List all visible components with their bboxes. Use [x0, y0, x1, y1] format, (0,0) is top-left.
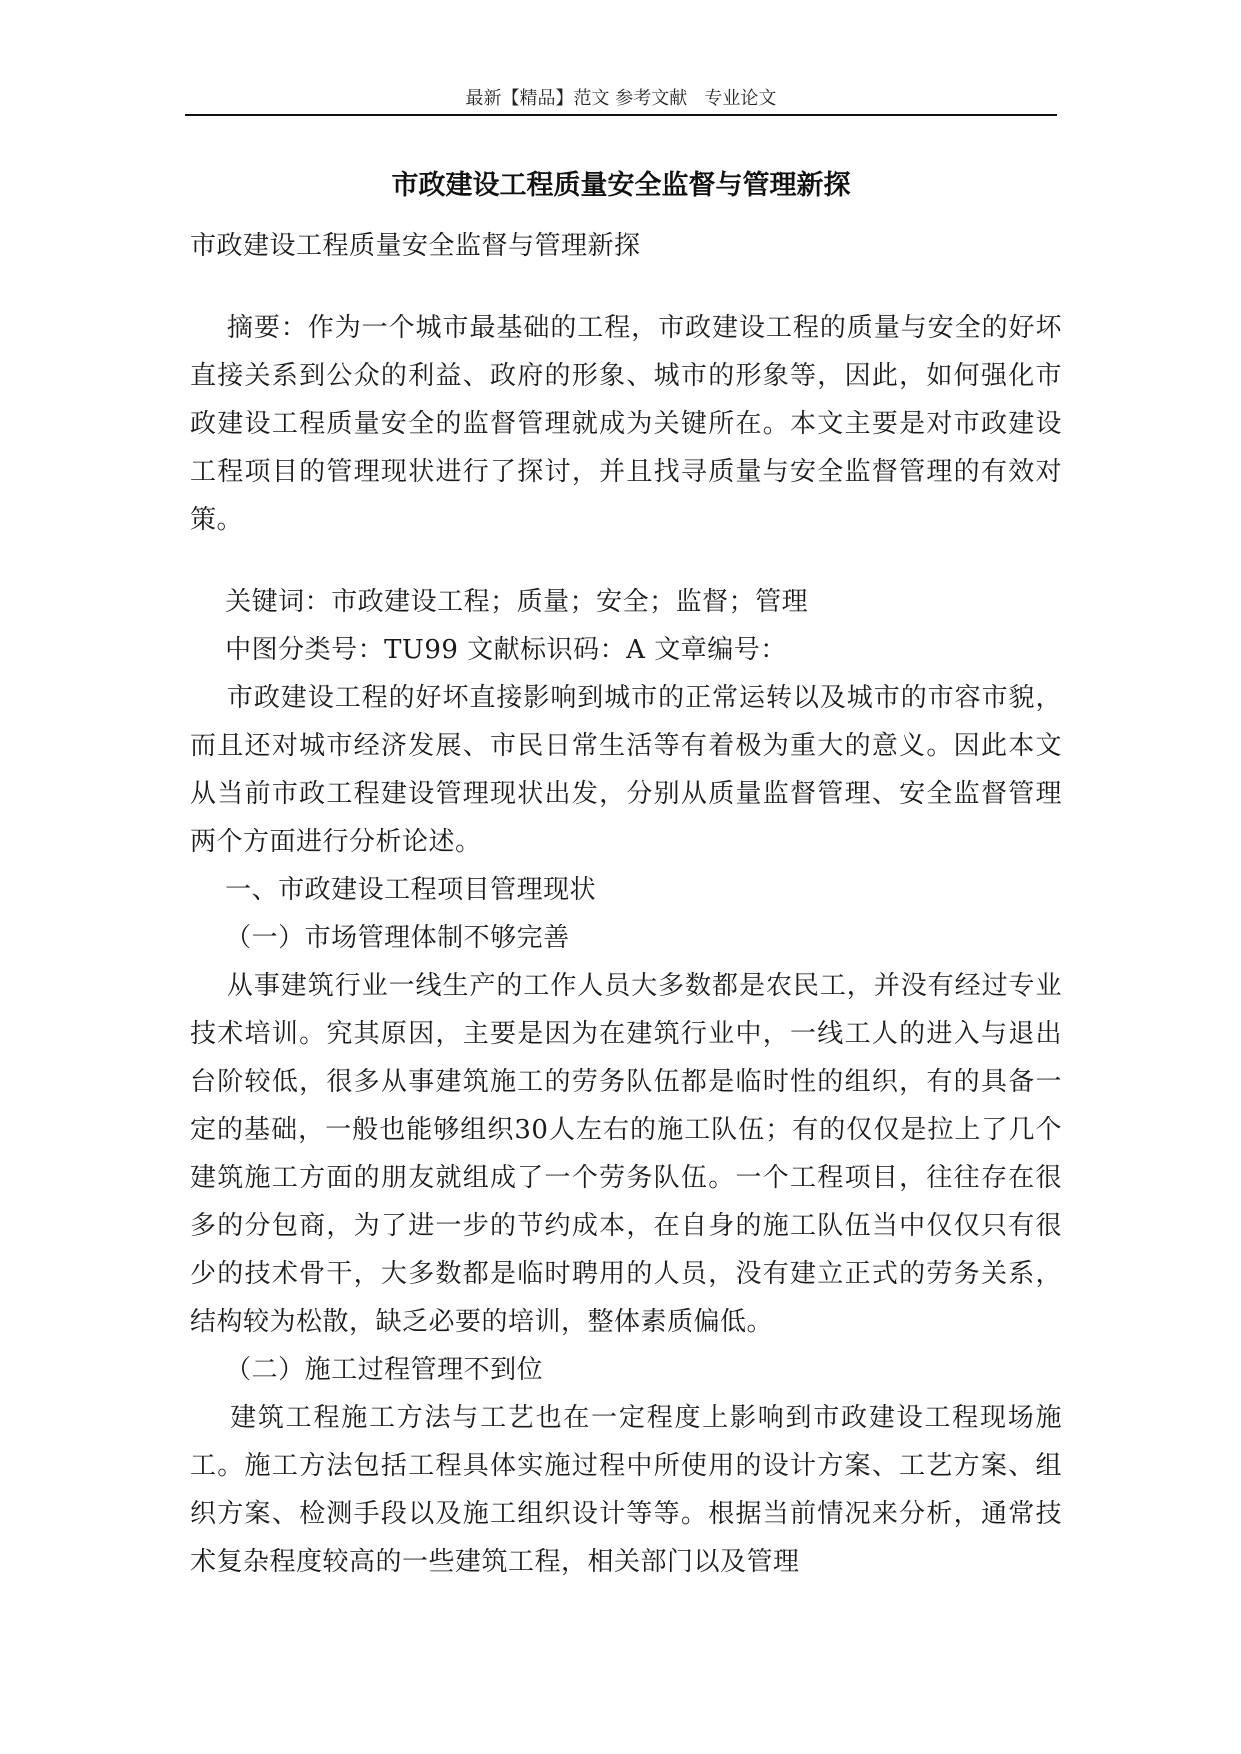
document-subtitle: 市政建设工程质量安全监督与管理新探 — [190, 231, 641, 261]
body-paragraph: 从事建筑行业一线生产的工作人员大多数都是农民工，并没有经过专业技术培训。究其原因，主要是因为在建筑行业中，一线工人的进入与退出台阶较低，很多从事建筑施工的劳务队伍都是临时性的组织，有的具备一定的基础，一般也能够组织30人左右的施工队伍；有的仅仅是拉上了几个建筑施工方面的朋友就组成了一个劳务队伍。一个工程项目，往往存在很多的分包商，为了进一步的节约成本，在自身的施工队伍当中仅仅只有很少的技术骨干，大多数都是临时聘用的人员，没有建立正式的劳务关系，结构较为松散，缺乏必要的培训，整体素质偏低。 — [190, 971, 1062, 1337]
document-body — [190, 222, 1062, 1586]
abstract-paragraph: 摘要：作为一个城市最基础的工程，市政建设工程的质量与安全的好坏直接关系到公众的利益、政府的形象、城市的形象等，因此，如何强化市政建设工程质量安全的监督管理就成为关键所在。本文主要是对市政建设工程项目的管理现状进行了探讨，并且找寻质量与安全监督管理的有效对策。 — [190, 313, 1062, 535]
subsection-heading: （一）市场管理体制不够完善 — [190, 923, 570, 953]
section-heading: 一、市政建设工程项目管理现状 — [190, 875, 597, 905]
keywords-line: 关键词：市政建设工程；质量；安全；监督；管理 — [190, 587, 809, 617]
intro-paragraph: 市政建设工程的好坏直接影响到城市的正常运转以及城市的市容市貌，而且还对城市经济发展、市民日常生活等有着极为重大的意义。因此本文从当前市政工程建设管理现状出发，分别从质量监督管理、安全监督管理两个方面进行分析论述。 — [190, 683, 1062, 857]
body-paragraph: 建筑工程施工方法与工艺也在一定程度上影响到市政建设工程现场施工。施工方法包括工程具体实施过程中所使用的设计方案、工艺方案、组织方案、检测手段以及施工组织设计等等。根据当前情况来分析，通常技术复杂程度较高的一些建筑工程，相关部门以及管理 — [190, 1403, 1062, 1577]
blank-line — [190, 270, 1062, 304]
classification-line: 中图分类号：TU99 文献标识码：A 文章编号： — [190, 635, 787, 665]
running-header: 最新【精品】范文 参考文献 专业论文 — [465, 88, 777, 109]
header-rule — [185, 114, 1057, 116]
subsection-heading: （二）施工过程管理不到位 — [190, 1355, 544, 1385]
document-title: 市政建设工程质量安全监督与管理新探 — [391, 170, 851, 201]
blank-line — [190, 544, 1062, 578]
